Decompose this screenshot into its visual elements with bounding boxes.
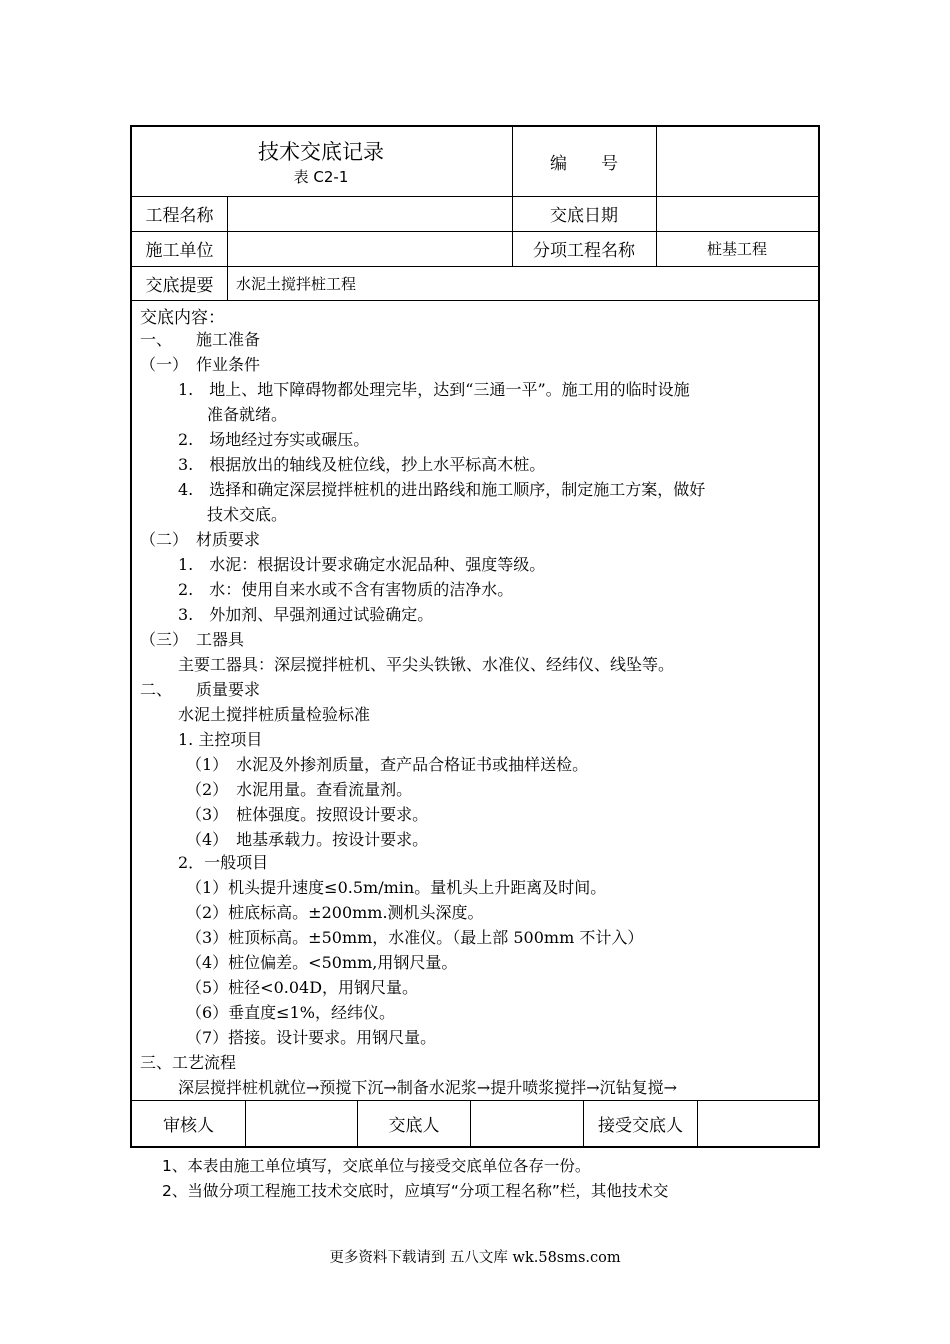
number-label: 编 号 — [550, 154, 618, 174]
content-line: 2. 水：使用自来水或不含有害物质的洁净水。 — [178, 580, 514, 599]
date-label: 交底日期 — [550, 206, 618, 226]
note-1: 1、本表由施工单位填写，交底单位与接受交底单位各存一份。 — [162, 1157, 591, 1175]
summary-field[interactable]: 水泥土搅拌桩工程 — [236, 274, 357, 293]
content-line: （1） 水泥及外掺剂质量，查产品合格证书或抽样送检。 — [186, 755, 589, 774]
content-line: （5）桩径<0.04D，用钢尺量。 — [186, 978, 419, 997]
rule-row3-bottom — [130, 300, 820, 301]
content-line: （2） 水泥用量。查看流量剂。 — [186, 780, 413, 799]
summary-label: 交底提要 — [145, 275, 214, 296]
note-2: 2、当做分项工程施工技术交底时，应填写“分项工程名称”栏，其他技术交 — [162, 1182, 669, 1200]
discloser-field[interactable] — [471, 1101, 583, 1146]
content-line: （2）桩底标高。±200mm.测机头深度。 — [186, 903, 484, 922]
content-line: （三） 工器具 — [140, 630, 245, 649]
form-title-block — [130, 127, 512, 196]
content-line: 主要工器具：深层搅拌桩机、平尖头铁锹、水准仪、经纬仪、线坠等。 — [178, 655, 675, 674]
content-line: （3） 桩体强度。按照设计要求。 — [186, 805, 429, 824]
discloser-label: 交底人 — [388, 1116, 440, 1136]
number-field[interactable] — [656, 127, 818, 196]
content-heading: 交底内容： — [140, 307, 225, 328]
construction-unit-label: 施工单位 — [145, 241, 214, 261]
content-line: 3. 外加剂、早强剂通过试验确定。 — [178, 605, 434, 624]
content-line: （4）桩位偏差。<50mm,用钢尺量。 — [186, 953, 458, 972]
content-line: 三、工艺流程 — [140, 1053, 237, 1072]
reviewer-field[interactable] — [246, 1101, 357, 1146]
content-line: 技术交底。 — [207, 505, 288, 524]
content-line: 二、 质量要求 — [140, 680, 261, 699]
content-line: 水泥土搅拌桩质量检验标准 — [178, 705, 371, 724]
project-name-field[interactable] — [228, 196, 512, 231]
content-line: 深层搅拌桩机就位→预搅下沉→制备水泥浆→提升喷浆搅拌→沉钻复搅→ — [178, 1078, 678, 1097]
footer-text: 更多资料下载请到 五八文库 wk.58sms.com — [329, 1250, 621, 1266]
form-title: 技术交底记录 — [258, 140, 384, 164]
sub-project-label: 分项工程名称 — [533, 241, 635, 261]
content-line: 1. 主控项目 — [178, 730, 263, 749]
content-line: 1. 水泥：根据设计要求确定水泥品种、强度等级。 — [178, 555, 546, 574]
content-line: （7）搭接。设计要求。用钢尺量。 — [186, 1028, 437, 1047]
content-line: （一） 作业条件 — [140, 355, 261, 374]
form-number-code: 表 C2-1 — [293, 168, 349, 186]
content-line: 一、 施工准备 — [140, 330, 261, 349]
content-line: （6）垂直度≤1%，经纬仪。 — [186, 1003, 395, 1022]
reviewer-label: 审核人 — [163, 1116, 214, 1136]
content-line: （1）机头提升速度≤0.5m/min。量机头上升距离及时间。 — [186, 878, 607, 897]
content-line: （3）桩顶标高。±50mm，水准仪。（最上部 500mm 不计入） — [186, 928, 644, 947]
project-name-label: 工程名称 — [145, 206, 214, 226]
content-line: 4. 选择和确定深层搅拌桩机的进出路线和施工顺序，制定施工方案，做好 — [178, 480, 706, 499]
content-line: 2．一般项目 — [178, 853, 269, 872]
content-line: 2. 场地经过夯实或碾压。 — [178, 430, 370, 449]
date-field[interactable] — [656, 196, 818, 231]
content-line: （4） 地基承载力。按设计要求。 — [186, 830, 429, 849]
construction-unit-field[interactable] — [228, 231, 512, 266]
content-line: 3. 根据放出的轴线及桩位线，抄上水平标高木桩。 — [178, 455, 546, 474]
receiver-label: 接受交底人 — [598, 1116, 683, 1136]
content-line: 准备就绪。 — [207, 405, 288, 424]
content-line: 1. 地上、地下障碍物都处理完毕，达到“三通一平”。施工用的临时设施 — [178, 380, 690, 399]
sub-project-field[interactable]: 桩基工程 — [706, 240, 767, 258]
receiver-field[interactable] — [698, 1101, 818, 1146]
content-line: （二） 材质要求 — [140, 530, 261, 549]
